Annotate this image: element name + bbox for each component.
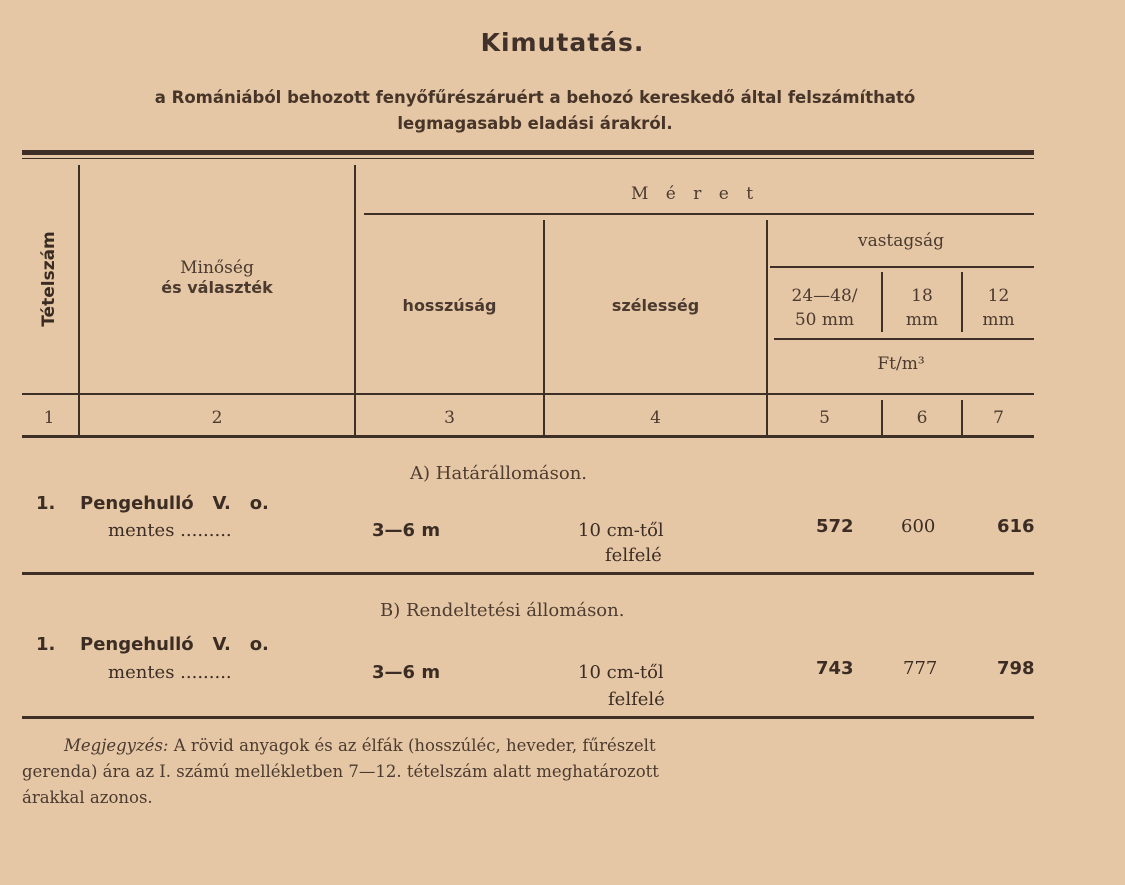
section-a-bottom-rule: [22, 572, 1034, 575]
note-line3: árakkal azonos.: [22, 788, 153, 807]
column-number-1: 1: [43, 408, 55, 428]
note-line2: gerenda) ára az I. számú mellékletben 7—12. tételszám alatt meghatározott: [22, 762, 659, 781]
section-b-price-5: 743: [816, 658, 854, 679]
meret-underline: [364, 213, 1034, 215]
header-bottom-rule: [22, 393, 1034, 395]
section-b-price-7: 798: [997, 658, 1035, 679]
column-number-2: 2: [211, 408, 223, 428]
note-line1: A rövid anyagok és az élfák (hosszúléc, heveder, fűrészelt: [168, 736, 656, 755]
header-minoseg: Minőség és választék: [161, 258, 273, 297]
column-numbers-bottom-rule: [22, 435, 1034, 438]
col-divider-1: [78, 165, 80, 437]
column-number-4: 4: [650, 408, 661, 428]
section-b-quality-line1: Pengehulló V. o.: [80, 634, 269, 655]
column-number-3: 3: [444, 408, 455, 428]
section-a-length: 3—6 m: [372, 520, 441, 541]
vastagsag-underline: [770, 266, 1034, 268]
section-a-quality-line2: mentes .........: [108, 520, 232, 541]
section-b-title: B) Rendeltetési állomáson.: [380, 600, 625, 621]
section-b-width-line2: felfelé: [608, 689, 665, 710]
section-a-quality-line1: Pengehulló V. o.: [80, 493, 269, 514]
table-top-rule: [22, 150, 1034, 155]
section-a-price-7: 616: [997, 516, 1035, 537]
section-a-width-line2: felfelé: [605, 545, 662, 566]
section-b-bottom-rule: [22, 716, 1034, 719]
header-unit: Ft/m³: [877, 354, 925, 374]
section-a-price-5: 572: [816, 516, 854, 537]
section-a-width-line1: 10 cm-től: [578, 520, 664, 541]
header-meret: M é r e t: [630, 184, 760, 204]
column-number-6: 6: [916, 408, 928, 428]
note-label: Megjegyzés:: [64, 736, 169, 755]
section-b-width-line1: 10 cm-től: [578, 662, 664, 683]
section-a-title: A) Határállomáson.: [410, 463, 588, 484]
document-subtitle-line1: a Romániából behozott fenyőfűrészáruért a behozó kereskedő által felszámítható: [154, 88, 916, 107]
section-b-price-6: 777: [903, 658, 938, 679]
header-hosszusag: hosszúság: [402, 296, 497, 315]
header-tetelszam: Tételszám: [39, 231, 59, 327]
section-b-quality-line2: mentes .........: [108, 662, 232, 683]
section-a-price-6: 600: [901, 516, 936, 537]
header-col5: 24—48/ 50 mm: [791, 286, 858, 330]
document-subtitle-line2: legmagasabb eladási árakról.: [397, 114, 673, 133]
col-divider-3: [543, 220, 545, 437]
note: [22, 733, 1042, 811]
header-col7: 12 mm: [982, 286, 1015, 330]
header-col6: 18 mm: [905, 286, 939, 330]
column-number-5: 5: [819, 408, 830, 428]
header-vastagsag: vastagság: [857, 231, 945, 251]
document-title: Kimutatás.: [480, 28, 645, 57]
table-top-rule-thin: [22, 158, 1034, 159]
column-number-7: 7: [993, 408, 1004, 428]
section-b-row-number: 1.: [36, 634, 56, 655]
section-b-length: 3—6 m: [372, 662, 441, 683]
section-a-row-number: 1.: [36, 493, 56, 514]
unit-overline: [774, 338, 1034, 340]
header-szelesseg: szélesség: [611, 296, 700, 315]
